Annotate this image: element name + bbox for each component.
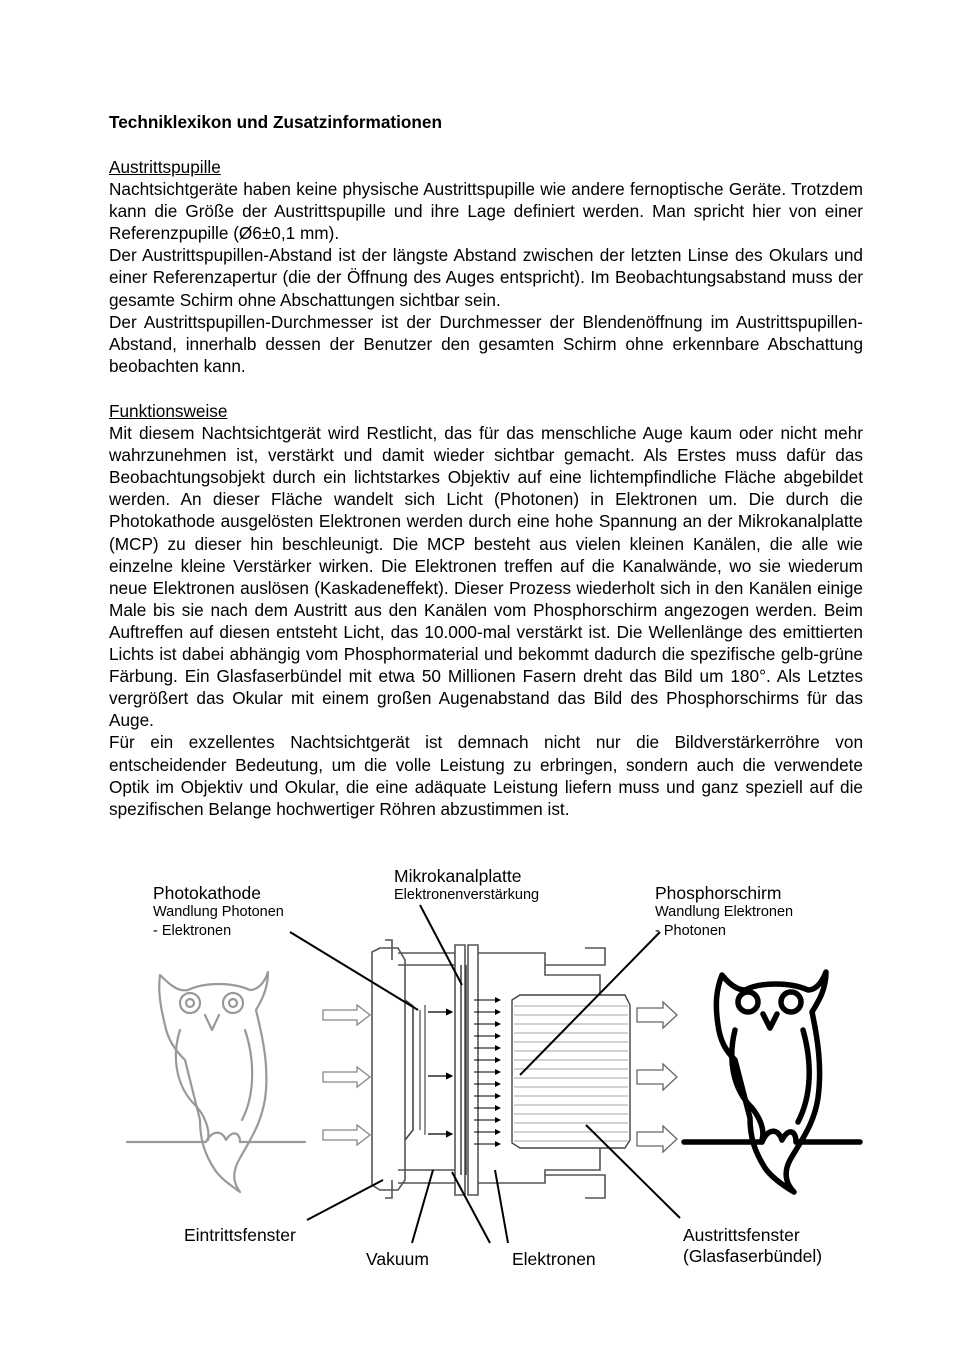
page-title: Techniklexikon und Zusatzinformationen — [109, 112, 442, 132]
leader-eintrittsfenster — [307, 1180, 383, 1220]
section-austrittspupille — [109, 156, 863, 377]
sublabel-photokathode-2: - Elektronen — [153, 923, 232, 939]
image-intensifier-diagram — [0, 860, 954, 1280]
section-funktionsweise — [109, 400, 863, 820]
label-elektronen: Elektronen — [512, 1249, 596, 1269]
input-light-arrows — [323, 1005, 370, 1145]
label-photokathode: Photokathode — [153, 883, 262, 903]
leader-photokathode — [290, 932, 418, 1010]
sublabel-photokathode-1: Wandlung Photonen — [153, 904, 284, 920]
leader-austrittsfenster — [586, 1125, 680, 1218]
label-austrittsfenster-1: Austrittsfenster — [683, 1225, 800, 1245]
fiber-optic-window — [512, 995, 630, 1148]
leader-elektronen-2 — [495, 1170, 508, 1243]
electron-arrows-before-mcp — [428, 1012, 452, 1134]
section-heading: Funktionsweise — [109, 401, 228, 421]
paragraph: Der Austrittspupillen-Abstand ist der längste Abstand zwischen der letzten Linse des Okulars und einer Referenzapertur (die der Öffnung des Auges entspricht). Im Beobachtungsabstand muss der gesamte Schirm ohne Abschattungen sichtbar sein. — [109, 245, 863, 310]
paragraph: Der Austrittspupillen-Durchmesser ist der Durchmesser der Blendenöffnung im Austrittspupillen- Abstand, innerhalb dessen der Benutzer den gesamten Schirm ohne erkennbare Abschattung beobachten kann. — [109, 311, 863, 376]
label-eintrittsfenster: Eintrittsfenster — [184, 1225, 296, 1245]
sublabel-phosphorschirm-2: - Photonen — [655, 923, 726, 939]
label-vakuum: Vakuum — [366, 1249, 429, 1269]
output-light-arrows — [637, 1002, 677, 1152]
section-heading: Austrittspupille — [109, 157, 221, 177]
label-austrittsfenster-2: (Glasfaserbündel) — [683, 1246, 823, 1266]
label-phosphorschirm: Phosphorschirm — [655, 883, 782, 903]
owl-output-image — [684, 972, 860, 1192]
sublabel-phosphorschirm-1: Wandlung Elektronen — [655, 904, 794, 920]
leader-vakuum — [412, 1170, 433, 1243]
sublabel-mikrokanalplatte: Elektronenverstärkung — [394, 887, 540, 903]
label-mikrokanalplatte: Mikrokanalplatte — [394, 866, 522, 886]
paragraph: Nachtsichtgeräte haben keine physische Austrittspupille wie andere fernoptische Geräte. Trotzdem kann die Größe der Austrittspupille und ihre Lage definiert werden. Man spricht hier von einer Referenzpupille (Ø6±0,1 mm). — [109, 179, 863, 244]
paragraph: Für ein exzellentes Nachtsichtgerät ist demnach nicht nur die Bildverstärkerröhre von entscheidender Bedeutung, um die volle Leistung zu erbringen, sondern auch die verwendete Optik im Objektiv und Okular, die eine adäquate Leistung liefern muss und ganz speziell auf die spezifischen Belange hochwertiger Röhren abzustimmen ist. — [109, 732, 863, 819]
paragraph: Mit diesem Nachtsichtgerät wird Restlicht, das für das menschliche Auge kaum oder nicht mehr wahrzunehmen ist, verstärkt und damit wieder sichtbar gemacht. Als Erstes muss dafür das Beobachtungsobjekt durch ein lichtstarkes Objektiv auf eine lichtempfindliche Fläche abgebildet werden. An dieser Fläche wandelt sich Licht (Photonen) in Elektronen um. Die durch die Photokathode ausgelösten Elektronen werden durch eine hohe Spannung an der Mikrokanalplatte (MCP) zu dieser hin beschleunigt. Die MCP besteht aus vielen kleinen Kanälen, die alle wie einzelne kleine Verstärker wirken. Die Elektronen treffen auf die Kanalwände, wo sie wiederum neue Elektronen auslösen (Kaskadeneffekt). Dieser Prozess wiederholt sich in den Kanälen einige Male bis sie nach dem Austritt aus den Kanälen vom Phosphorschirm angezogen werden. Beim Auftreffen auf diesen entsteht Licht, das 10.000-mal verstärkt ist. Die Wellenlänge des emittierten Lichts ist dabei abhängig vom Phosphormaterial und bekommt dadurch die spezifische gelb-grüne Färbung. Ein Glasfaserbündel mit etwa 50 Millionen Fasern dreht das Bild um 180°. Als Letztes vergrößert das Okular mit einem großen Augenabstand das Bild des Phosphorschirms für das Auge. — [109, 423, 863, 731]
owl-input-image — [127, 972, 305, 1192]
